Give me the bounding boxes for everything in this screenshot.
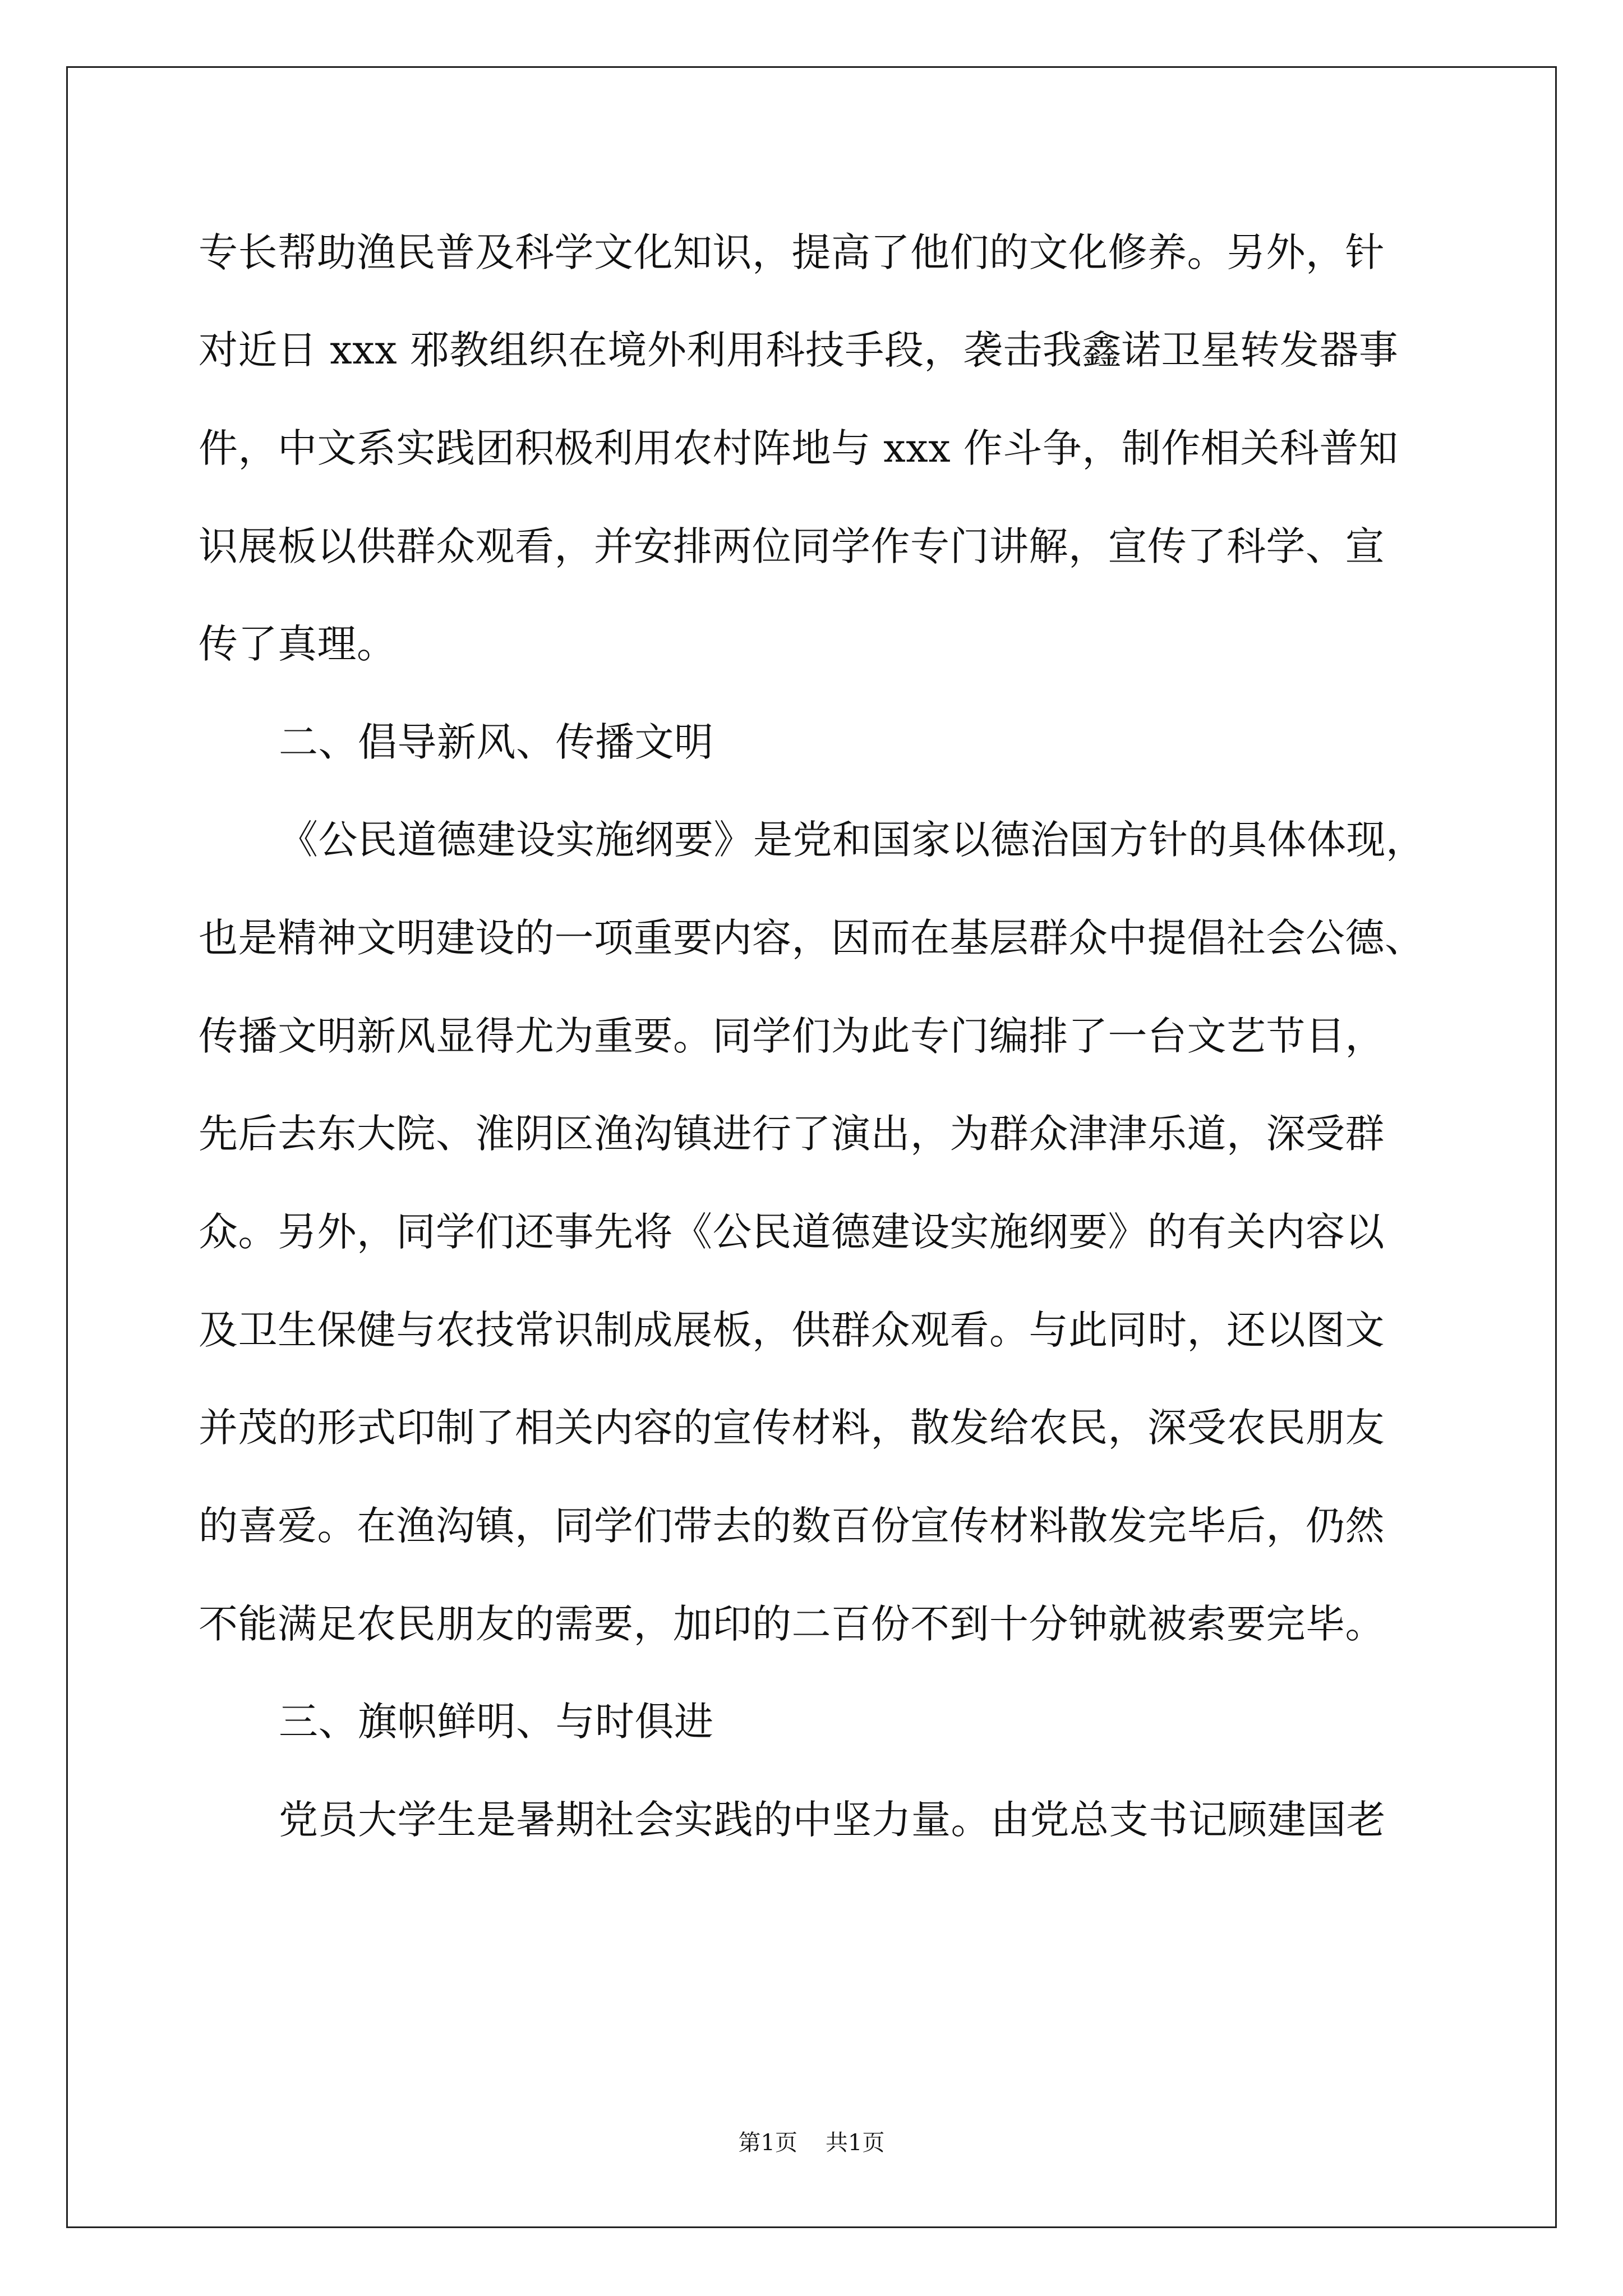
body-line: 专长帮助渔民普及科学文化知识，提高了他们的文化修养。另外，针 [199, 229, 1385, 275]
page-total: 共1页 [826, 2130, 885, 2156]
body-line: 识展板以供群众观看，并安排两位同学作专门讲解，宣传了科学、宣 [199, 523, 1385, 569]
section-heading: 三、旗帜鲜明、与时俱进 [279, 1699, 714, 1745]
page-number: 第1页 [738, 2130, 797, 2156]
body-line: 传了真理。 [199, 621, 396, 667]
body-line: 党员大学生是暑期社会实践的中坚力量。由党总支书记顾建国老 [279, 1797, 1386, 1843]
body-line: 及卫生保健与农技常识制成展板，供群众观看。与此同时，还以图文 [199, 1307, 1385, 1353]
body-line: 《公民道德建设实施纲要》是党和国家以德治国方针的具体体现， [279, 817, 1426, 863]
body-line: 件，中文系实践团积极利用农村阵地与 xxx 作斗争，制作相关科普知 [199, 425, 1399, 471]
body-line: 对近日 xxx 邪教组织在境外利用科技手段，袭击我鑫诺卫星转发器事 [199, 327, 1399, 373]
body-line: 不能满足农民朋友的需要，加印的二百份不到十分钟就被索要完毕。 [199, 1601, 1385, 1647]
page-footer [0, 2126, 1623, 2160]
body-line: 先后去东大院、淮阴区渔沟镇进行了演出，为群众津津乐道，深受群 [199, 1111, 1385, 1157]
body-line: 传播文明新风显得尤为重要。同学们为此专门编排了一台文艺节目， [199, 1013, 1385, 1059]
body-line: 并茂的形式印制了相关内容的宣传材料，散发给农民，深受农民朋友 [199, 1405, 1385, 1451]
body-line: 也是精神文明建设的一项重要内容，因而在基层群众中提倡社会公德、 [199, 915, 1424, 961]
body-line: 众。另外，同学们还事先将《公民道德建设实施纲要》的有关内容以 [199, 1209, 1385, 1255]
section-heading: 二、倡导新风、传播文明 [279, 719, 714, 765]
body-line: 的喜爱。在渔沟镇，同学们带去的数百份宣传材料散发完毕后，仍然 [199, 1503, 1385, 1549]
